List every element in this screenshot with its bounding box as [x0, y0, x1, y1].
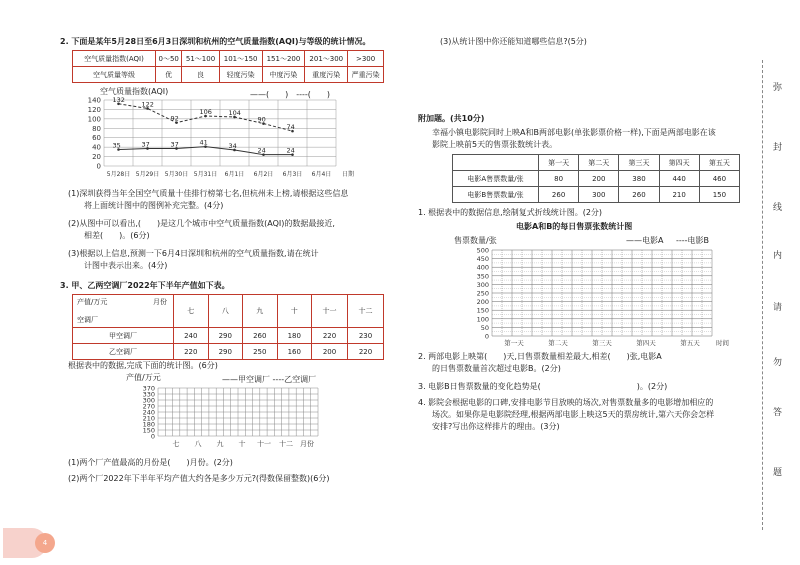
bonus-intro-1: 幸福小镇电影院同时上映A和B两部电影(单张影票价格一样),下面是两部电影在该: [432, 128, 716, 137]
table-cell: 十二: [348, 295, 384, 328]
x-tick-label: 八: [194, 440, 202, 448]
data-label: 37: [170, 140, 179, 149]
y-tick-label: 40: [92, 143, 101, 152]
y-tick-label: 0: [484, 332, 489, 341]
q2-s1: (1)深圳获得当年全国空气质量十佳排行榜第七名,但杭州未上榜,请根据这些信息: [68, 189, 349, 198]
y-tick-label: 210: [142, 414, 155, 423]
table-cell: 260: [619, 187, 659, 203]
table-cell: 甲空调厂: [73, 328, 174, 344]
y-tick-label: 50: [480, 323, 489, 332]
y-tick-label: 150: [476, 306, 489, 315]
bonus-title: 附加题。(共10分): [418, 114, 485, 123]
side-char: 弥: [773, 83, 783, 93]
table-cell: 空气质量等级: [73, 67, 156, 83]
data-label: 132: [112, 95, 125, 104]
table-cell: 重度污染: [305, 67, 348, 83]
table-cell: 160: [277, 344, 312, 360]
table-cell: 290: [208, 344, 243, 360]
y-tick-label: 300: [142, 396, 155, 405]
table-cell: 严重污染: [348, 67, 384, 83]
movie-chart: [460, 246, 760, 346]
table-cell: 200: [312, 344, 348, 360]
table-cell: 优: [156, 67, 182, 83]
y-tick-label: 180: [142, 420, 155, 429]
movie-header-row: [453, 155, 740, 171]
x-tick-label: 第一天: [504, 339, 524, 346]
factory-header-row: [73, 295, 384, 328]
y-tick-label: 20: [92, 153, 101, 162]
movie-legend-b: ----电影B: [676, 236, 710, 245]
aqi-legend: ——( ) ----( ): [250, 90, 331, 99]
table-cell: 九: [243, 295, 278, 328]
y-tick-label: 60: [92, 134, 101, 143]
table-cell: 180: [277, 328, 312, 344]
header-diagonal-cell: [73, 295, 174, 328]
x-tick-label: 第五天: [680, 339, 700, 346]
y-tick-label: 200: [476, 298, 489, 307]
data-label: 35: [112, 141, 121, 150]
table-cell: 八: [208, 295, 243, 328]
table-cell: >300: [348, 51, 384, 67]
q2-s1b: 将上面统计图中的图例补充完整。(4分): [84, 201, 224, 210]
table-cell: 乙空调厂: [73, 344, 174, 360]
table-cell: [453, 155, 539, 171]
y-tick-label: 120: [87, 105, 101, 114]
y-tick-label: 150: [142, 426, 155, 435]
table-cell: 七: [174, 295, 209, 328]
x-tick-label: 5月29日: [135, 171, 160, 178]
table-cell: 250: [243, 344, 278, 360]
movie-a-row: [453, 171, 740, 187]
table-cell: 230: [348, 328, 384, 344]
table-cell: 220: [348, 344, 384, 360]
data-label: 41: [199, 138, 208, 147]
x-tick-label: 第二天: [548, 339, 568, 346]
x-tick-label: 七: [172, 440, 180, 448]
table-cell: 中度污染: [262, 67, 305, 83]
factory-b-row: [73, 344, 384, 360]
aqi-chart-title: 空气质量指数(AQI): [100, 87, 169, 96]
data-label: 104: [228, 108, 241, 117]
side-char: 答: [773, 408, 783, 418]
table-cell: 十: [277, 295, 312, 328]
x-tick-label: 第三天: [592, 339, 612, 346]
side-char: 内: [773, 251, 783, 261]
q2-s2: (2)从图中可以看出,( )是这几个城市中空气质量指数(AQI)的数据最接近,: [68, 219, 335, 228]
data-label: 37: [141, 140, 150, 149]
right-q3: (3)从统计图中你还能知道哪些信息?(5分): [440, 37, 587, 46]
table-cell: 151～200: [262, 51, 305, 67]
table-cell: 200: [579, 171, 619, 187]
y-tick-label: 80: [92, 124, 101, 133]
header-factory-label: 空调厂: [77, 316, 98, 324]
data-label: 122: [141, 100, 154, 109]
table-cell: 290: [208, 328, 243, 344]
q3-s1: (1)两个厂产值最高的月份是( )月份。(2分): [68, 458, 233, 467]
x-tick-label: 十: [238, 440, 246, 448]
data-label: 92: [170, 114, 179, 123]
factory-table: [72, 294, 384, 360]
y-tick-label: 0: [150, 432, 155, 441]
bonus-q4b: 场次。如果你是电影院经理,根据两部电影上映这5天的票房统计,第六天你会怎样: [432, 410, 715, 419]
table-cell: 第五天: [699, 155, 739, 171]
q2-s3: (3)根据以上信息,预测一下6月4日深圳和杭州的空气质量指数,请在统计: [68, 249, 319, 258]
table-cell: 220: [312, 328, 348, 344]
table-cell: 380: [619, 171, 659, 187]
data-label: 24: [286, 146, 295, 155]
bonus-q2: 2. 两部电影上映第( )天,日售票数量相差最大,相差( )张,电影A: [418, 352, 662, 361]
bonus-q3: 3. 电影B日售票数量的变化趋势是( )。(2分): [418, 382, 668, 391]
x-tick-label: 6月3日: [282, 171, 303, 178]
table-cell: 300: [579, 187, 619, 203]
table-cell: 80: [539, 171, 579, 187]
x-tick-label: 6月2日: [253, 171, 274, 178]
seal-line: [762, 60, 763, 530]
y-tick-label: 400: [476, 263, 489, 272]
table-cell: 440: [659, 171, 699, 187]
bonus-q4: 4. 影院会根据电影的口碑,安排电影节目放映的场次,对售票数量多的电影增加相应的: [418, 398, 714, 407]
x-axis-label: 时间: [716, 339, 729, 346]
side-char: 线: [773, 203, 783, 213]
movie-b-row: [453, 187, 740, 203]
table-cell: 201～300: [305, 51, 348, 67]
x-tick-label: 5月28日: [106, 171, 131, 178]
movie-legend-a: ——电影A: [626, 236, 664, 245]
table-cell: 电影B售票数量/张: [453, 187, 539, 203]
x-axis-label: 月份: [300, 440, 314, 448]
data-label: 24: [257, 146, 266, 155]
movie-chart-title: 电影A和B的每日售票张数统计图: [516, 222, 633, 231]
y-tick-label: 100: [476, 315, 489, 324]
y-tick-label: 240: [142, 408, 155, 417]
q2-s3b: 计图中表示出来。(4分): [84, 261, 168, 270]
x-tick-label: 5月30日: [164, 171, 189, 178]
aqi-row: [73, 51, 384, 67]
side-char: 请: [773, 303, 783, 313]
y-tick-label: 300: [476, 280, 489, 289]
table-cell: 210: [659, 187, 699, 203]
bonus-intro-2: 影院上映前5天的售票张数统计表。: [432, 140, 558, 149]
y-tick-label: 330: [142, 390, 155, 399]
x-tick-label: 十一: [257, 440, 271, 448]
page-number: 4: [35, 533, 55, 553]
side-char: 题: [773, 468, 783, 478]
q3-title: 3. 甲、乙两空调厂2022年下半年产值如下表。: [60, 281, 230, 290]
factory-ylabel: 产值/万元: [126, 373, 161, 382]
x-axis-label: 日期: [342, 171, 355, 178]
header-month-label: 月份: [153, 298, 167, 306]
y-tick-label: 270: [142, 402, 155, 411]
header-top-label: 产值/万元: [77, 298, 108, 306]
y-tick-label: 100: [87, 115, 101, 124]
x-tick-label: 第四天: [636, 339, 656, 346]
table-cell: 220: [174, 344, 209, 360]
movie-ylabel: 售票数量/张: [454, 236, 497, 245]
x-tick-label: 6月1日: [224, 171, 245, 178]
table-cell: 第二天: [579, 155, 619, 171]
factory-a-row: [73, 328, 384, 344]
x-tick-label: 九: [216, 440, 224, 448]
bonus-q1: 1. 根据表中的数据信息,绘制复式折线统计图。(2分): [418, 208, 603, 217]
factory-legend: ——甲空调厂 ----乙空调厂: [222, 375, 317, 384]
data-label: 90: [257, 115, 266, 124]
table-cell: 空气质量指数(AQI): [73, 51, 156, 67]
y-tick-label: 350: [476, 272, 489, 281]
table-cell: 第三天: [619, 155, 659, 171]
q3-instruction: 根据表中的数据,完成下面的统计图。(6分): [68, 361, 218, 370]
table-cell: 150: [699, 187, 739, 203]
table-cell: 0～50: [156, 51, 182, 67]
table-cell: 460: [699, 171, 739, 187]
table-cell: 第一天: [539, 155, 579, 171]
table-cell: 电影A售票数量/张: [453, 171, 539, 187]
aqi-level-row: [73, 67, 384, 83]
aqi-table: [72, 50, 384, 83]
bonus-q4c: 安排?写出你这样排片的理由。(3分): [432, 422, 560, 431]
table-cell: 260: [539, 187, 579, 203]
table-cell: 240: [174, 328, 209, 344]
y-tick-label: 140: [87, 96, 101, 105]
y-tick-label: 370: [142, 384, 155, 393]
x-tick-label: 十二: [279, 440, 293, 448]
table-cell: 良: [182, 67, 219, 83]
table-cell: 51～100: [182, 51, 219, 67]
table-cell: 260: [243, 328, 278, 344]
data-label: 74: [286, 123, 295, 132]
table-cell: 第四天: [659, 155, 699, 171]
side-char: 勿: [773, 358, 783, 368]
bonus-q2b: 的日售票数量首次超过电影B。(2分): [432, 364, 561, 373]
aqi-chart: [66, 86, 386, 186]
x-tick-label: 6月4日: [311, 171, 332, 178]
y-tick-label: 250: [476, 289, 489, 298]
q3-s2: (2)两个厂2022年下半年平均产值大约各是多少万元?(得数保留整数)(6分): [68, 474, 330, 483]
y-tick-label: 500: [476, 246, 489, 255]
data-label: 106: [199, 108, 212, 117]
table-cell: 十一: [312, 295, 348, 328]
y-tick-label: 450: [476, 255, 489, 264]
movie-table: [452, 154, 740, 203]
data-label: 34: [228, 141, 237, 150]
y-tick-label: 0: [96, 162, 101, 171]
q2-s2b: 相差( )。(6分): [84, 231, 150, 240]
q2-title: 2. 下面是某年5月28日至6月3日深圳和杭州的空气质量指数(AQI)与等级的统计情况。: [60, 37, 371, 46]
side-char: 封: [773, 143, 783, 153]
x-tick-label: 5月31日: [193, 171, 218, 178]
table-cell: 轻度污染: [219, 67, 262, 83]
table-cell: 101～150: [219, 51, 262, 67]
